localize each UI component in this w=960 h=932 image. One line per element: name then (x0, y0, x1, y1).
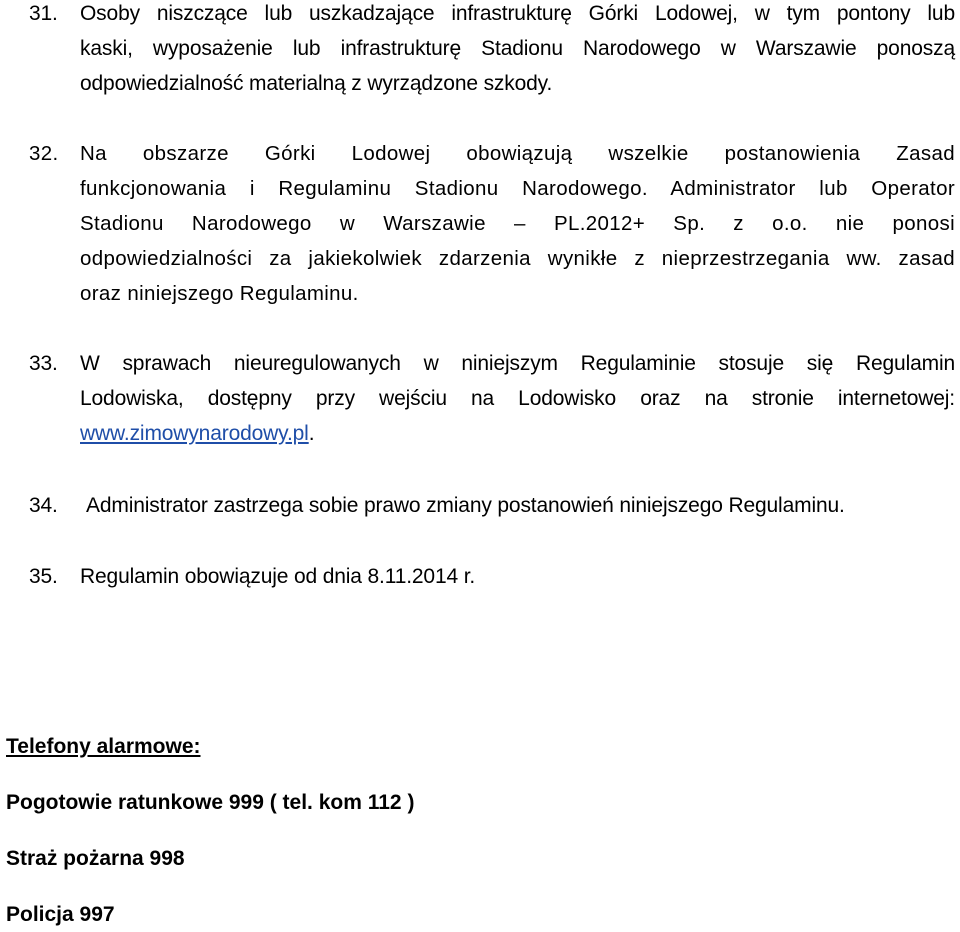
section-text-line: Regulamin obowiązuje od dnia 8.11.2014 r. (80, 565, 476, 588)
section-number: 34. (29, 494, 58, 517)
website-link[interactable]: www.zimowynarodowy.pl (80, 422, 309, 445)
section-number: 32. (29, 142, 59, 165)
section-number: 33. (29, 352, 58, 375)
section-text-line: odpowiedzialności za jakiekolwiek zdarzenia wynikłe z nieprzestrzegania ww. zasad (80, 247, 955, 270)
section-text-line: Lodowiska, dostępny przy wejściu na Lodowisko oraz na stronie internetowej: (80, 387, 955, 410)
section-text-line: Stadionu Narodowego w Warszawie – PL.2012+ Sp. z o.o. nie ponosi (80, 212, 955, 235)
section-text-line: oraz niniejszego Regulaminu. (80, 282, 359, 305)
emergency-entry-ambulance: Pogotowie ratunkowe 999 ( tel. kom 112 ) (6, 791, 415, 814)
section-number: 31. (29, 2, 58, 25)
section-text-line: funkcjonowania i Regulaminu Stadionu Narodowego. Administrator lub Operator (80, 177, 955, 200)
emergency-entry-fire: Straż pożarna 998 (6, 847, 185, 870)
section-text-line: odpowiedzialność materialną z wyrządzone szkody. (80, 72, 553, 95)
section-text-line: Osoby niszczące lub uszkadzające infrastrukturę Górki Lodowej, w tym pontony lub (80, 2, 955, 25)
link-suffix: . (308, 422, 315, 445)
emergency-entry-police: Policja 997 (6, 903, 115, 926)
section-text-line: kaski, wyposażenie lub infrastrukturę Stadionu Narodowego w Warszawie ponoszą (80, 37, 955, 60)
section-text-line: Na obszarze Górki Lodowej obowiązują wszelkie postanowienia Zasad (80, 142, 955, 165)
section-text-line: W sprawach nieuregulowanych w niniejszym Regulaminie stosuje się Regulamin (80, 352, 955, 375)
emergency-heading: Telefony alarmowe: (6, 735, 201, 758)
section-number: 35. (29, 565, 58, 588)
section-text-line (80, 422, 314, 446)
section-text-line: Administrator zastrzega sobie prawo zmiany postanowień niniejszego Regulaminu. (86, 494, 845, 517)
